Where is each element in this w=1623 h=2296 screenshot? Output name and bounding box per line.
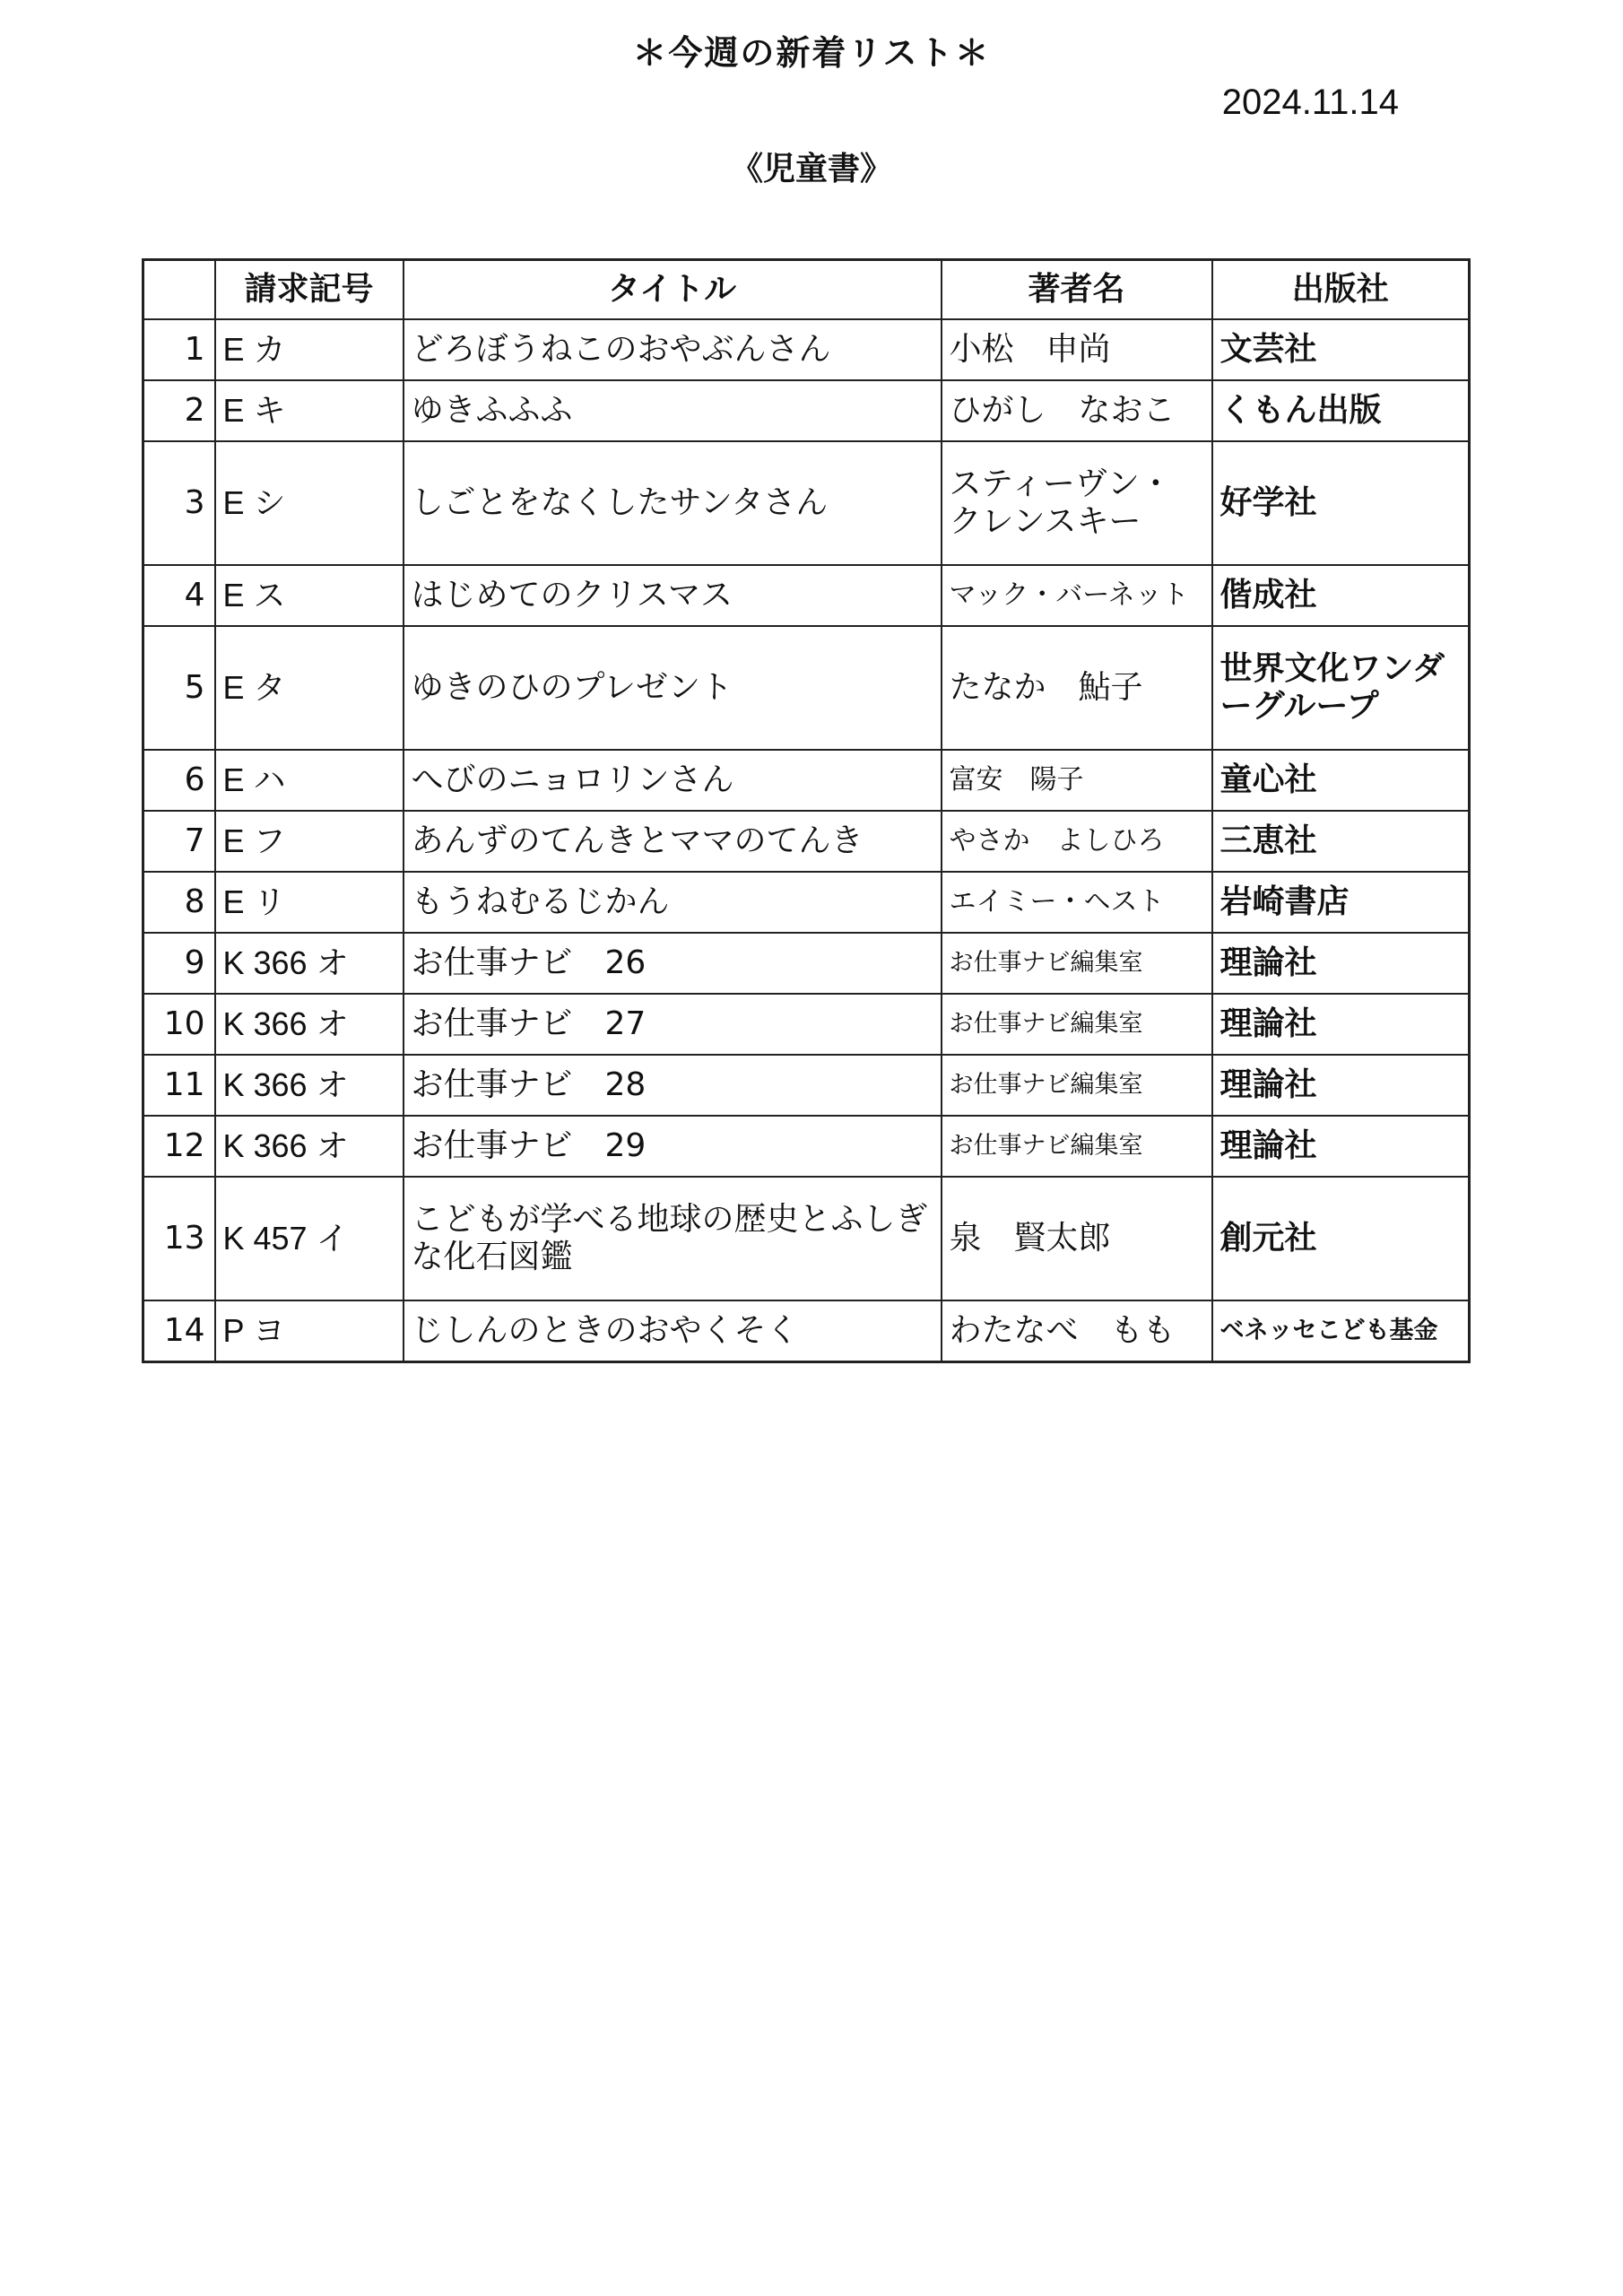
- book-author: ひがし なおこ: [942, 380, 1212, 441]
- call-number: E リ: [215, 872, 404, 933]
- book-publisher: 世界文化ワンダーグループ: [1212, 626, 1470, 750]
- book-author: わたなべ もも: [942, 1300, 1212, 1361]
- row-number: 1: [143, 319, 215, 380]
- book-title: お仕事ナビ 28: [404, 1055, 942, 1116]
- table-row: [143, 565, 1470, 626]
- table-row: [143, 380, 1470, 441]
- row-number: 4: [143, 565, 215, 626]
- column-header-title: タイトル: [404, 260, 942, 320]
- table-row: [143, 994, 1470, 1055]
- call-number: E シ: [215, 441, 404, 565]
- row-number: 8: [143, 872, 215, 933]
- book-author: スティーヴン・クレンスキー: [942, 441, 1212, 565]
- book-title: お仕事ナビ 26: [404, 933, 942, 994]
- call-number: E ス: [215, 565, 404, 626]
- book-author: 泉 賢太郎: [942, 1177, 1212, 1300]
- call-number: K 366 オ: [215, 933, 404, 994]
- row-number: 11: [143, 1055, 215, 1116]
- row-number: 10: [143, 994, 215, 1055]
- call-number: E ハ: [215, 750, 404, 811]
- book-title: もうねむるじかん: [404, 872, 942, 933]
- book-author: エイミー・ヘスト: [942, 872, 1212, 933]
- book-title: お仕事ナビ 27: [404, 994, 942, 1055]
- table-row: [143, 750, 1470, 811]
- book-title: へびのニョロリンさん: [404, 750, 942, 811]
- table-row: [143, 811, 1470, 872]
- book-publisher: 理論社: [1212, 933, 1470, 994]
- row-number: 3: [143, 441, 215, 565]
- call-number: K 457 イ: [215, 1177, 404, 1300]
- call-number: K 366 オ: [215, 1055, 404, 1116]
- book-author: やさか よしひろ: [942, 811, 1212, 872]
- book-author: 小松 申尚: [942, 319, 1212, 380]
- call-number: E タ: [215, 626, 404, 750]
- table-row: [143, 1055, 1470, 1116]
- book-publisher: ベネッセこども基金: [1212, 1300, 1470, 1361]
- book-publisher: 創元社: [1212, 1177, 1470, 1300]
- row-number: 7: [143, 811, 215, 872]
- book-title: お仕事ナビ 29: [404, 1116, 942, 1177]
- list-date: 2024.11.14: [1221, 83, 1399, 122]
- call-number: E カ: [215, 319, 404, 380]
- book-publisher: くもん出版: [1212, 380, 1470, 441]
- book-publisher: 文芸社: [1212, 319, 1470, 380]
- table-row: [143, 1300, 1470, 1361]
- book-title: じしんのときのおやくそく: [404, 1300, 942, 1361]
- book-publisher: 岩崎書店: [1212, 872, 1470, 933]
- call-number: K 366 オ: [215, 1116, 404, 1177]
- book-publisher: 理論社: [1212, 1116, 1470, 1177]
- book-title: ゆきふふふ: [404, 380, 942, 441]
- row-number: 5: [143, 626, 215, 750]
- row-number: 14: [143, 1300, 215, 1361]
- table-row: [143, 1177, 1470, 1300]
- new-books-table: [142, 258, 1471, 1363]
- row-number: 2: [143, 380, 215, 441]
- book-publisher: 偕成社: [1212, 565, 1470, 626]
- book-title: はじめてのクリスマス: [404, 565, 942, 626]
- table-row: [143, 626, 1470, 750]
- book-publisher: 理論社: [1212, 1055, 1470, 1116]
- table-row: [143, 319, 1470, 380]
- book-author: たなか 鮎子: [942, 626, 1212, 750]
- category-heading: 《児童書》: [730, 151, 892, 187]
- book-title: ゆきのひのプレゼント: [404, 626, 942, 750]
- book-publisher: 理論社: [1212, 994, 1470, 1055]
- table-row: [143, 872, 1470, 933]
- column-header-author: 著者名: [942, 260, 1212, 320]
- row-number: 9: [143, 933, 215, 994]
- call-number: E フ: [215, 811, 404, 872]
- table-row: [143, 441, 1470, 565]
- book-title: こどもが学べる地球の歴史とふしぎな化石図鑑: [404, 1177, 942, 1300]
- row-number: 13: [143, 1177, 215, 1300]
- book-author: お仕事ナビ編集室: [942, 1055, 1212, 1116]
- book-publisher: 三恵社: [1212, 811, 1470, 872]
- page-title: ＊今週の新着リスト＊: [632, 33, 991, 73]
- call-number: K 366 オ: [215, 994, 404, 1055]
- book-publisher: 童心社: [1212, 750, 1470, 811]
- table-header-row: [143, 260, 1470, 320]
- call-number: E キ: [215, 380, 404, 441]
- book-author: マック・バーネット: [942, 565, 1212, 626]
- book-author: お仕事ナビ編集室: [942, 1116, 1212, 1177]
- column-header-call-number: 請求記号: [215, 260, 404, 320]
- row-number: 6: [143, 750, 215, 811]
- book-author: お仕事ナビ編集室: [942, 933, 1212, 994]
- book-title: どろぼうねこのおやぶんさん: [404, 319, 942, 380]
- book-author: お仕事ナビ編集室: [942, 994, 1212, 1055]
- table-row: [143, 933, 1470, 994]
- book-publisher: 好学社: [1212, 441, 1470, 565]
- column-header-number: [143, 260, 215, 320]
- book-title: しごとをなくしたサンタさん: [404, 441, 942, 565]
- book-title: あんずのてんきとママのてんき: [404, 811, 942, 872]
- table-row: [143, 1116, 1470, 1177]
- book-author: 富安 陽子: [942, 750, 1212, 811]
- column-header-publisher: 出版社: [1212, 260, 1470, 320]
- call-number: P ヨ: [215, 1300, 404, 1361]
- row-number: 12: [143, 1116, 215, 1177]
